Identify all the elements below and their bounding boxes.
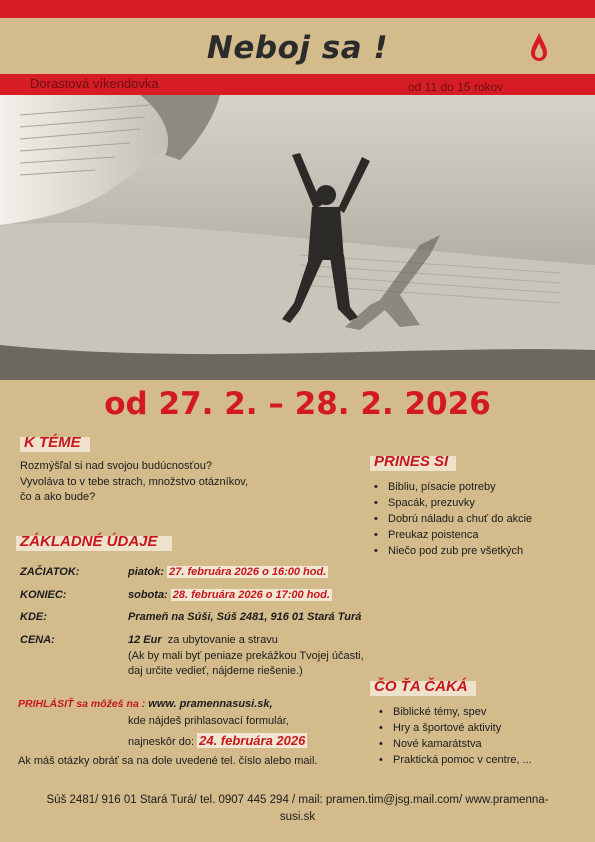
list-item: • Biblické témy, spev [379,706,487,718]
price-extra: daj určite vedieť, nájdeme riešenie.) [128,665,303,677]
expect-heading: ČO ŤA ČAKÁ [374,678,468,695]
list-item: • Niečo pod zub pre všetkých [374,545,524,557]
topic-line: čo a ako bude? [20,491,96,503]
questions-note: Ak máš otázky obráť sa na dole uvedené tel. číslo alebo mail. [18,755,318,767]
deadline-line: najneskôr do: 24. februára 2026 [128,733,306,748]
list-item: • Spacák, prezuvky [374,497,475,509]
price-note: za ubytovanie a stravu [167,634,278,646]
bring-heading: PRINES SI [374,453,448,470]
age-range: od 11 do 15 rokov [408,80,504,94]
start-date: 27. februára 2026 o 16:00 hod. [169,566,327,578]
page-title: Neboj sa ! [206,30,389,66]
header-photo [0,95,595,380]
end-date: 28. februára 2026 o 17:00 hod. [172,589,330,601]
start-label: ZAČIATOK: [20,566,80,578]
basics-heading: ZÁKLADNÉ ÚDAJE [20,533,158,550]
end-label: KONIEC: [20,589,67,601]
expect-list [377,704,587,768]
price-block [128,633,368,680]
list-item: • Dobrú náladu a chuť do akcie [374,513,533,525]
deadline-date: 24. februára 2026 [199,733,306,748]
list-item: • Preukaz poistenca [374,529,479,541]
signup-website[interactable]: www. pramennasusi.sk, [148,698,273,710]
list-item: • Nové kamarátstva [379,738,482,750]
topic-line: Vyvoláva to v tebe strach, množstvo otázníkov, [20,475,249,488]
signup-label: PRIHLÁSIŤ sa môžeš na : [18,698,146,710]
signup-form-note: kde nájdeš prihlasovací formulár, [128,715,289,727]
price-extra: (Ak by mali byť peniaze prekážkou Tvojej účasti, [128,649,364,662]
where-value: Prameň na Súši, Súš 2481, 916 01 Stará Turá [128,611,362,623]
list-item: • Praktická pomoc v centre, ... [379,754,532,766]
torn-edge [0,14,595,28]
start-value: piatok: 27. februára 2026 o 16:00 hod. [128,566,327,578]
topic-text [20,459,248,506]
where-label: KDE: [20,611,47,623]
price-value: 12 Eur [128,634,162,646]
flame-drop-icon [529,32,549,62]
topic-line: Rozmýšľal si nad svojou budúcnosťou? [20,460,212,472]
book-figure-illustration [0,95,595,380]
list-item: • Hry a športové aktivity [379,722,502,734]
event-type: Dorastová víkendovka [30,76,159,91]
price-label: CENA: [20,634,55,646]
event-dates: od 27. 2. – 28. 2. 2026 [104,386,491,422]
footer-line: susi.sk [279,811,316,823]
contact-footer [10,792,585,826]
list-item: • Bibliu, písacie potreby [374,481,496,493]
footer-line: Súš 2481/ 916 01 Stará Turá/ tel. 0907 445 294 / mail: pramen.tim@jsg.mail.com/ www.pramenna- [46,794,549,806]
signup-line [18,698,273,710]
bring-list [372,479,587,559]
topic-heading: K TÉME [24,434,81,451]
end-value: sobota: 28. februára 2026 o 17:00 hod. [128,589,330,601]
